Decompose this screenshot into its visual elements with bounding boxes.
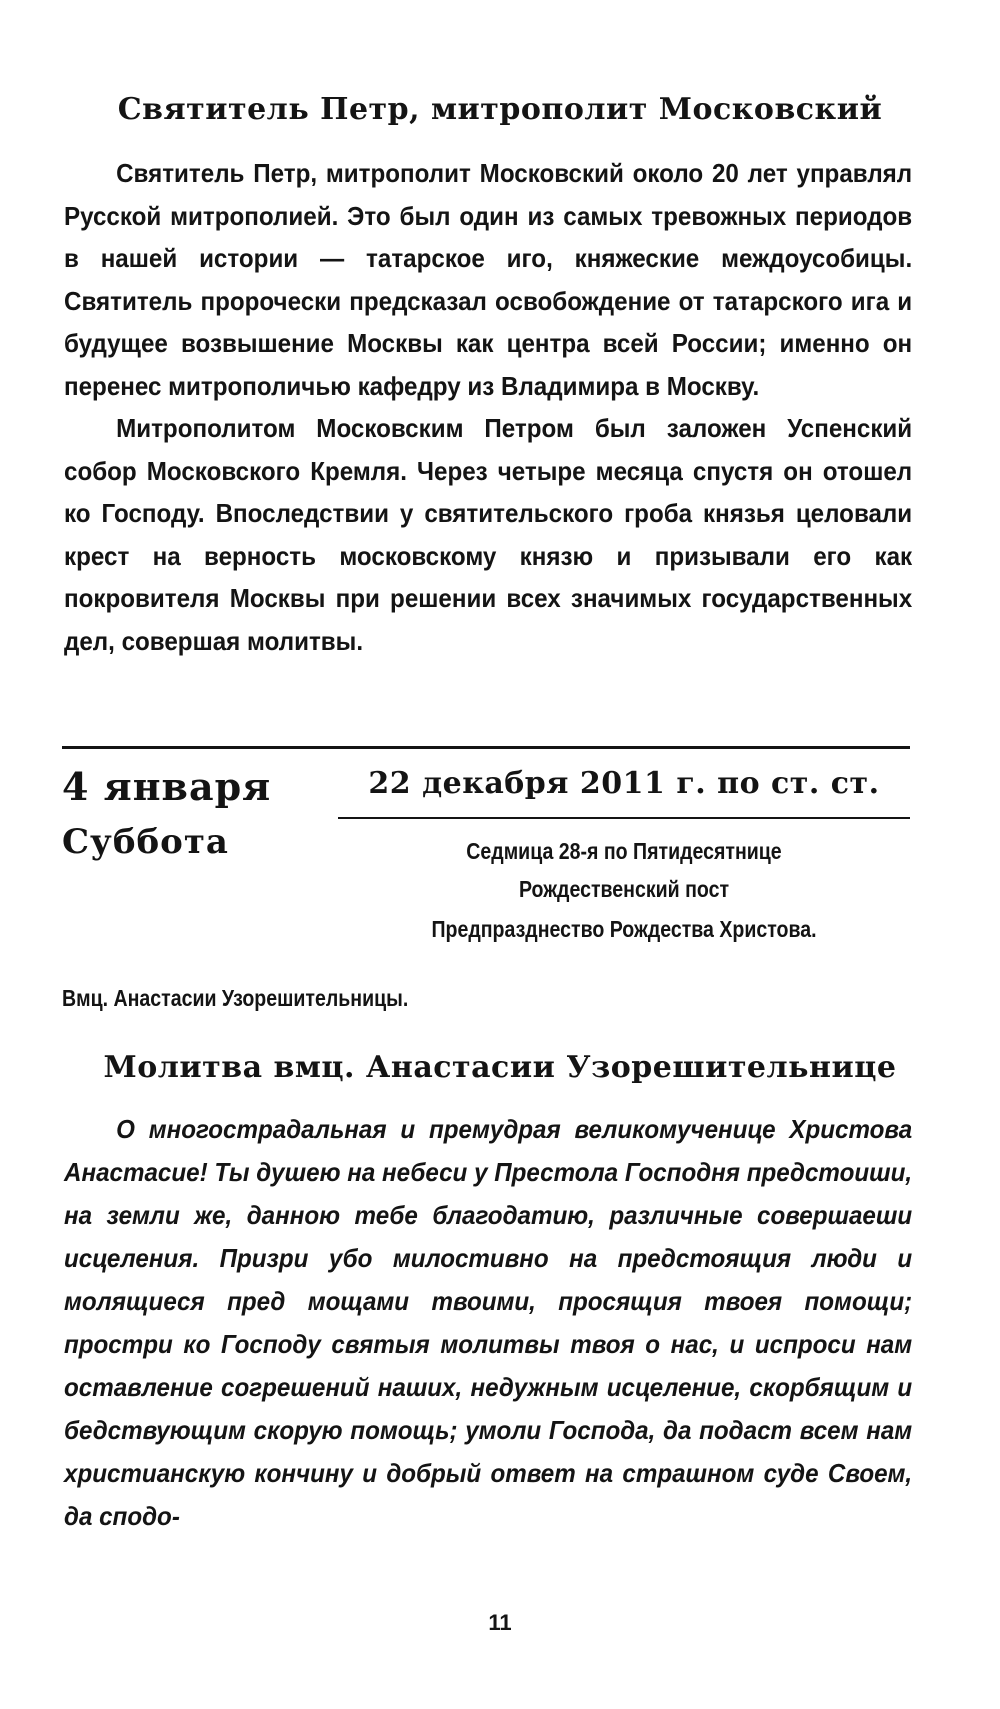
section-title-st-peter: Святитель Петр, митрополит Московский	[117, 92, 883, 127]
old-style-date: 22 декабря 2011 г. по ст. ст.	[368, 766, 880, 801]
calendar-weekday: Суббота	[62, 822, 229, 862]
page-number: 11	[488, 1610, 512, 1635]
top-divider-rule	[62, 746, 910, 749]
paragraph: Святитель Петр, митрополит Московский около 20 лет управлял Русской митрополией. Это был один из самых тревожных периодов в нашей истории — татарское иго, княжеские междоусобицы. Святитель пророчески предсказал освобождение от татарского ига и будущее возвышение Москвы как центра всей России; именно он перенес митрополичью кафедру из Владимира в Москву.	[64, 158, 913, 401]
date-divider-rule	[338, 817, 910, 819]
prayer-text: О многострадальная и премудрая великомученице Христова Анастасие! Ты душею на небеси у Престола Господня предстоиши, на земли же, данною тебе благодатию, различные совершаеши исцеления. Призри убо милостивно на предстоящия люди и молящиеся пред мощами твоими, просящия твоея помощи; простри ко Господу святыя молитвы твоя о нас, и испроси нам оставление согрешений наших, недужным исцеление, скорбящим и бедствующим скорую помощь; умоли Господа, да подаст всем нам христианскую кончину и добрый ответ на страшном суде Своем, да сподо-	[64, 1114, 913, 1531]
info-line-week: Седмица 28-я по Пятидесятнице	[466, 838, 782, 864]
info-line-fast: Рождественский пост	[518, 876, 730, 902]
section-title-prayer: Молитва вмц. Анастасии Узорешительнице	[103, 1050, 897, 1085]
info-line-feast: Предпразднество Рождества Христова.	[431, 916, 817, 942]
st-peter-text	[64, 152, 912, 662]
calendar-date: 4 января	[62, 764, 272, 809]
paragraph: Митрополитом Московским Петром был заложен Успенский собор Московского Кремля. Через четыре месяца спустя он отошел ко Господу. Впоследствии у святительского гроба князья целовали крест на верность московскому князю и призывали его как покровителя Москвы при решении всех значимых государственных дел, совершая молитвы.	[64, 413, 913, 656]
commemoration-line: Вмц. Анастасии Узорешительницы.	[62, 985, 409, 1011]
